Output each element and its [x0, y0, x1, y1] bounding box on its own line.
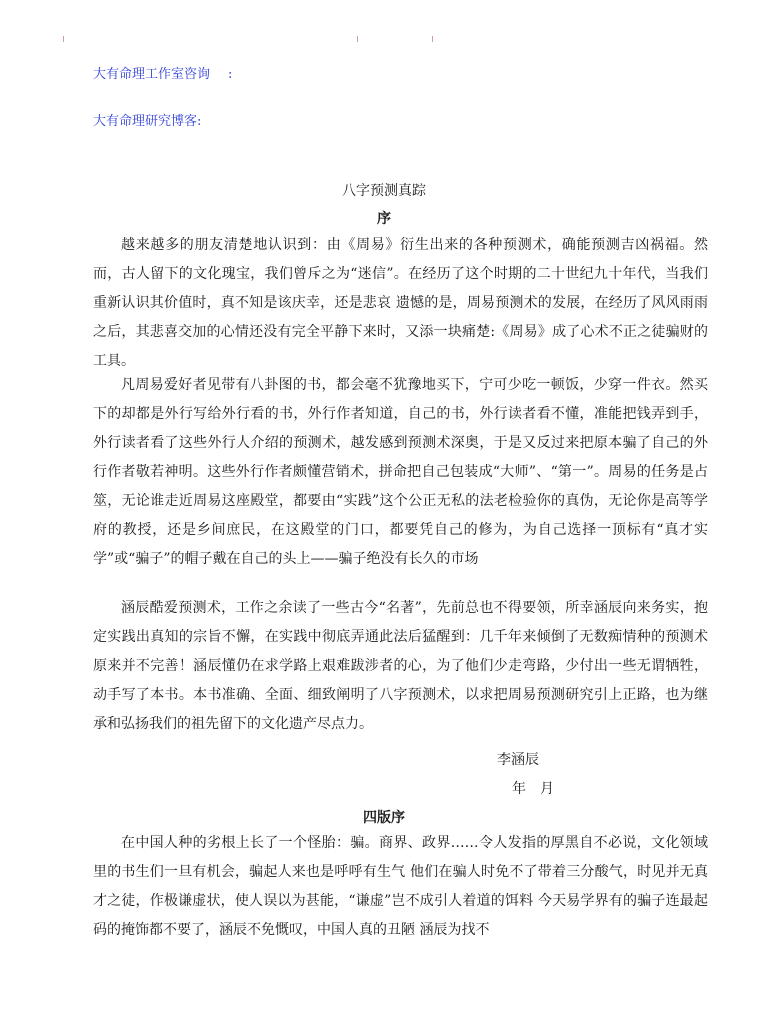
scan-marks — [0, 36, 768, 44]
preface-author: 李涵辰 — [497, 752, 539, 768]
blog-label: 大有命理研究博客: — [93, 114, 202, 129]
scan-mark — [357, 36, 358, 42]
fourth-preface-paragraph: 在中国人种的劣根上长了一个怪胎：骗。商界、政界……令人发指的厚黑自不必说，文化领域里的书生们一旦有机会，骗起人来也是呼呼有生气 他们在骗人时免不了带着三分酸气，时见并无真才之徒，作极谦虚状，使人误以为甚能，“谦虚”岂不成引人着道的饵料 今天易学界有的骗子连最起码的掩饰都不要了，涵辰不免慨叹，中国人真的丑陋 涵辰为找不 — [93, 835, 708, 938]
blog-line — [93, 110, 201, 129]
preface-paragraph: 越来越多的朋友清楚地认识到：由《周易》衍生出来的各种预测术，确能预测吉凶祸福。然而，古人留下的文化瑰宝，我们曾斥之为“迷信”。在经历了这个时期的二十世纪九十年代，当我们重新认识其价值时，真不知是该庆幸，还是悲哀 遗憾的是，周易预测术的发展，在经历了风风雨雨之后，其悲喜交加的心情还没有完全平静下来时，又添一块痛楚:《周易》成了心术不正之徒骗财的工具。 — [93, 237, 708, 369]
fourth-preface-heading: 四版序 — [363, 810, 405, 826]
preface-paragraph: 凡周易爱好者见带有八卦图的书，都会毫不犹豫地买下，宁可少吃一顿饭，少穿一件衣。然买下的却都是外行写给外行看的书，外行作者知道，自己的书，外行读者看不懂，准能把钱弄到手，外行读者看了这些外行人介绍的预测术，越发感到预测术深奥，于是又反过来把原本骗了自己的外行作者敬若神明。这些外行作者颇懂营销术，拼命把自己包装成“大师”、“第一”。周易的任务是占筮，无论谁走近周易这座殿堂，都要由“实践”这个公正无私的法老检验你的真伪，无论你是高等学府的教授，还是乡间庶民，在这殿堂的门口，都要凭自己的修为，为自己选择一顶标有“真才实学”或“骗子”的帽子戴在自己的头上——骗子绝没有长久的市场 — [93, 377, 708, 567]
studio-contact-line — [93, 63, 232, 82]
scan-mark — [432, 36, 433, 42]
scan-mark — [63, 36, 64, 42]
studio-label: 大有命理工作室咨询 — [93, 67, 211, 82]
preface-date: 年 月 — [512, 781, 554, 797]
preface-paragraph: 涵辰酷爱预测术，工作之余读了一些古今“名著”，先前总也不得要领，所幸涵辰向来务实，抱定实践出真知的宗旨不懈，在实践中彻底弄通此法后猛醒到：几千年来倾倒了无数痴情种的预测术原来并不完善！涵辰懂仍在求学路上艰难跋涉者的心，为了他们少走弯路，少付出一些无谓牺牲，动手写了本书。本书准确、全面、细致阐明了八字预测术，以求把周易预测研究引上正路，也为继承和弘扬我们的祖先留下的文化遗产尽点力。 — [93, 600, 708, 732]
document-title: 八字预测真踪 — [342, 183, 426, 199]
preface-heading: 序 — [377, 211, 391, 227]
studio-colon: : — [228, 67, 233, 82]
